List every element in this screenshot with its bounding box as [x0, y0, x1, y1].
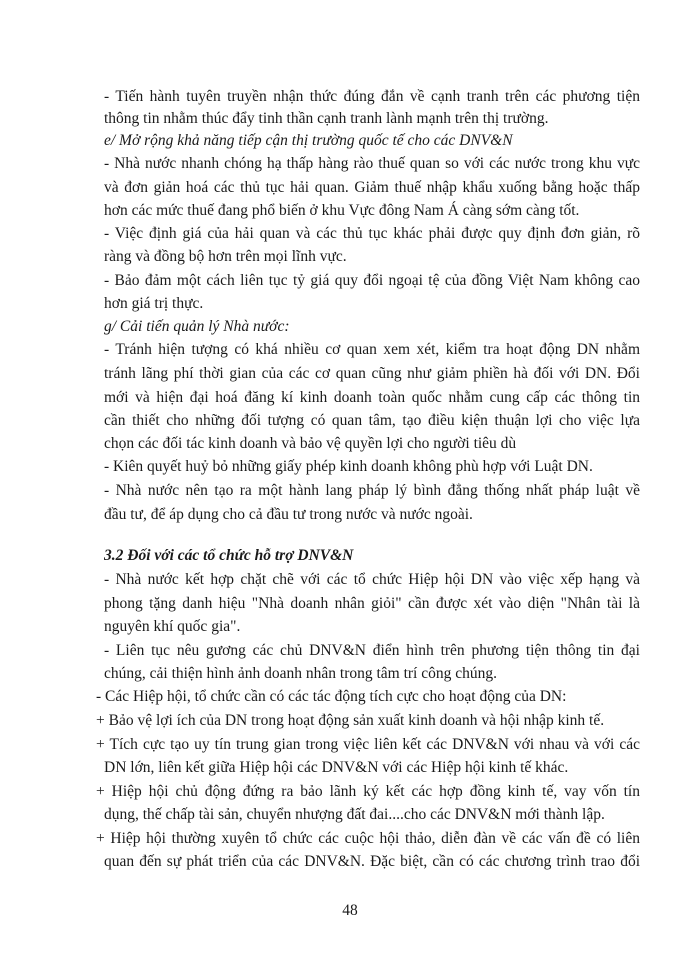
text-line: - Nhà nước kết hợp chặt chẽ với các tổ chức Hiệp hội DN vào việc xếp hạng và	[104, 571, 640, 588]
subheading: e/ Mở rộng khả năng tiếp cận thị trường quốc tế cho các DNV&N	[104, 132, 513, 149]
text-line: chúng, cải thiện hình ảnh doanh nhân trong tâm trí công chúng.	[104, 665, 498, 682]
text-line: đầu tư, để áp dụng cho cả đầu tư trong nước và nước ngoài.	[104, 506, 473, 523]
text-line: dụng, thế chấp tài sản, chuyển nhượng đất đai....cho các DNV&N mới thành lập.	[104, 806, 605, 823]
text-line: phong tặng danh hiệu "Nhà doanh nhân giỏi" cần được xét vào diện "Nhân tài là	[104, 595, 640, 612]
text-line: + Bảo vệ lợi ích của DN trong hoạt động sản xuất kinh doanh và hội nhập kinh tế.	[96, 712, 605, 729]
text-line: nguyên khí quốc gia".	[104, 618, 241, 635]
subheading: g/ Cải tiến quản lý Nhà nước:	[104, 318, 290, 335]
section-heading: 3.2 Đối với các tổ chức hỗ trợ DNV&N	[104, 547, 354, 564]
text-line: DN lớn, liên kết giữa Hiệp hội các DNV&N với các Hiệp hội kinh tế khác.	[104, 759, 569, 776]
text-line: quan đến sự phát triển của các DNV&N. Đặc biệt, cần có các chương trình trao đổi	[104, 853, 640, 870]
text-line: - Nhà nước nên tạo ra một hành lang pháp lý bình đẳng thống nhất pháp luật về	[104, 482, 640, 499]
text-line: - Liên tục nêu gương các chủ DNV&N điển hình trên phương tiện thông tin đại	[104, 642, 640, 659]
text-line: - Tránh hiện tượng có khá nhiều cơ quan xem xét, kiểm tra hoạt động DN nhằm	[104, 341, 640, 358]
text-line: - Các Hiệp hội, tổ chức cần có các tác động tích cực cho hoạt động của DN:	[96, 688, 567, 705]
text-line: - Tiến hành tuyên truyền nhận thức đúng đắn về cạnh tranh trên các phương tiện	[104, 88, 640, 105]
text-line: hơn giá trị thực.	[104, 295, 204, 312]
page-number: 48	[342, 902, 358, 919]
text-line: ràng và đồng bộ hơn trên mọi lĩnh vực.	[104, 248, 347, 265]
text-line: mới và hiện đại hoá đăng kí kinh doanh toàn quốc nhằm cung cấp các thông tin	[104, 389, 640, 406]
text-line: - Việc định giá của hải quan và các thủ tục khác phải được quy định đơn giản, rõ	[104, 225, 640, 242]
text-line: tránh lãng phí thời gian của các cơ quan cũng như giảm phiền hà đối với DN. Đổi	[104, 365, 640, 382]
text-line: - Nhà nước nhanh chóng hạ thấp hàng rào thuế quan so với các nước trong khu vực	[104, 155, 640, 172]
text-line: + Tích cực tạo uy tín trung gian trong việc liên kết các DNV&N với nhau và với các	[96, 736, 640, 753]
text-line: chọn các đối tác kinh doanh và bảo vệ quyền lợi cho người tiêu dù	[104, 435, 517, 452]
text-line: + Hiệp hội thường xuyên tổ chức các cuộc hội thảo, diễn đàn về các vấn đề có liên	[96, 830, 640, 847]
text-line: hơn các mức thuế đang phổ biến ở khu Vực đông Nam Á càng sớm càng tốt.	[104, 202, 580, 219]
text-line: và đơn giản hoá các thủ tục hải quan. Giảm thuế nhập khẩu xuống bằng hoặc thấp	[104, 179, 640, 196]
text-line: + Hiệp hội chủ động đứng ra bảo lãnh ký kết các hợp đồng kinh tế, vay vốn tín	[96, 783, 640, 800]
text-line: cần thiết cho những đối tượng có quan tâm, tạo điều kiện thuận lợi cho việc lựa	[104, 412, 640, 429]
text-line: thông tin nhằm thúc đẩy tinh thần cạnh tranh lành mạnh trên thị trường.	[104, 110, 549, 127]
text-line: - Bảo đảm một cách liên tục tỷ giá quy đổi ngoại tệ của đồng Việt Nam không cao	[104, 272, 640, 289]
text-line: - Kiên quyết huỷ bỏ những giấy phép kinh doanh không phù hợp với Luật DN.	[104, 458, 593, 475]
